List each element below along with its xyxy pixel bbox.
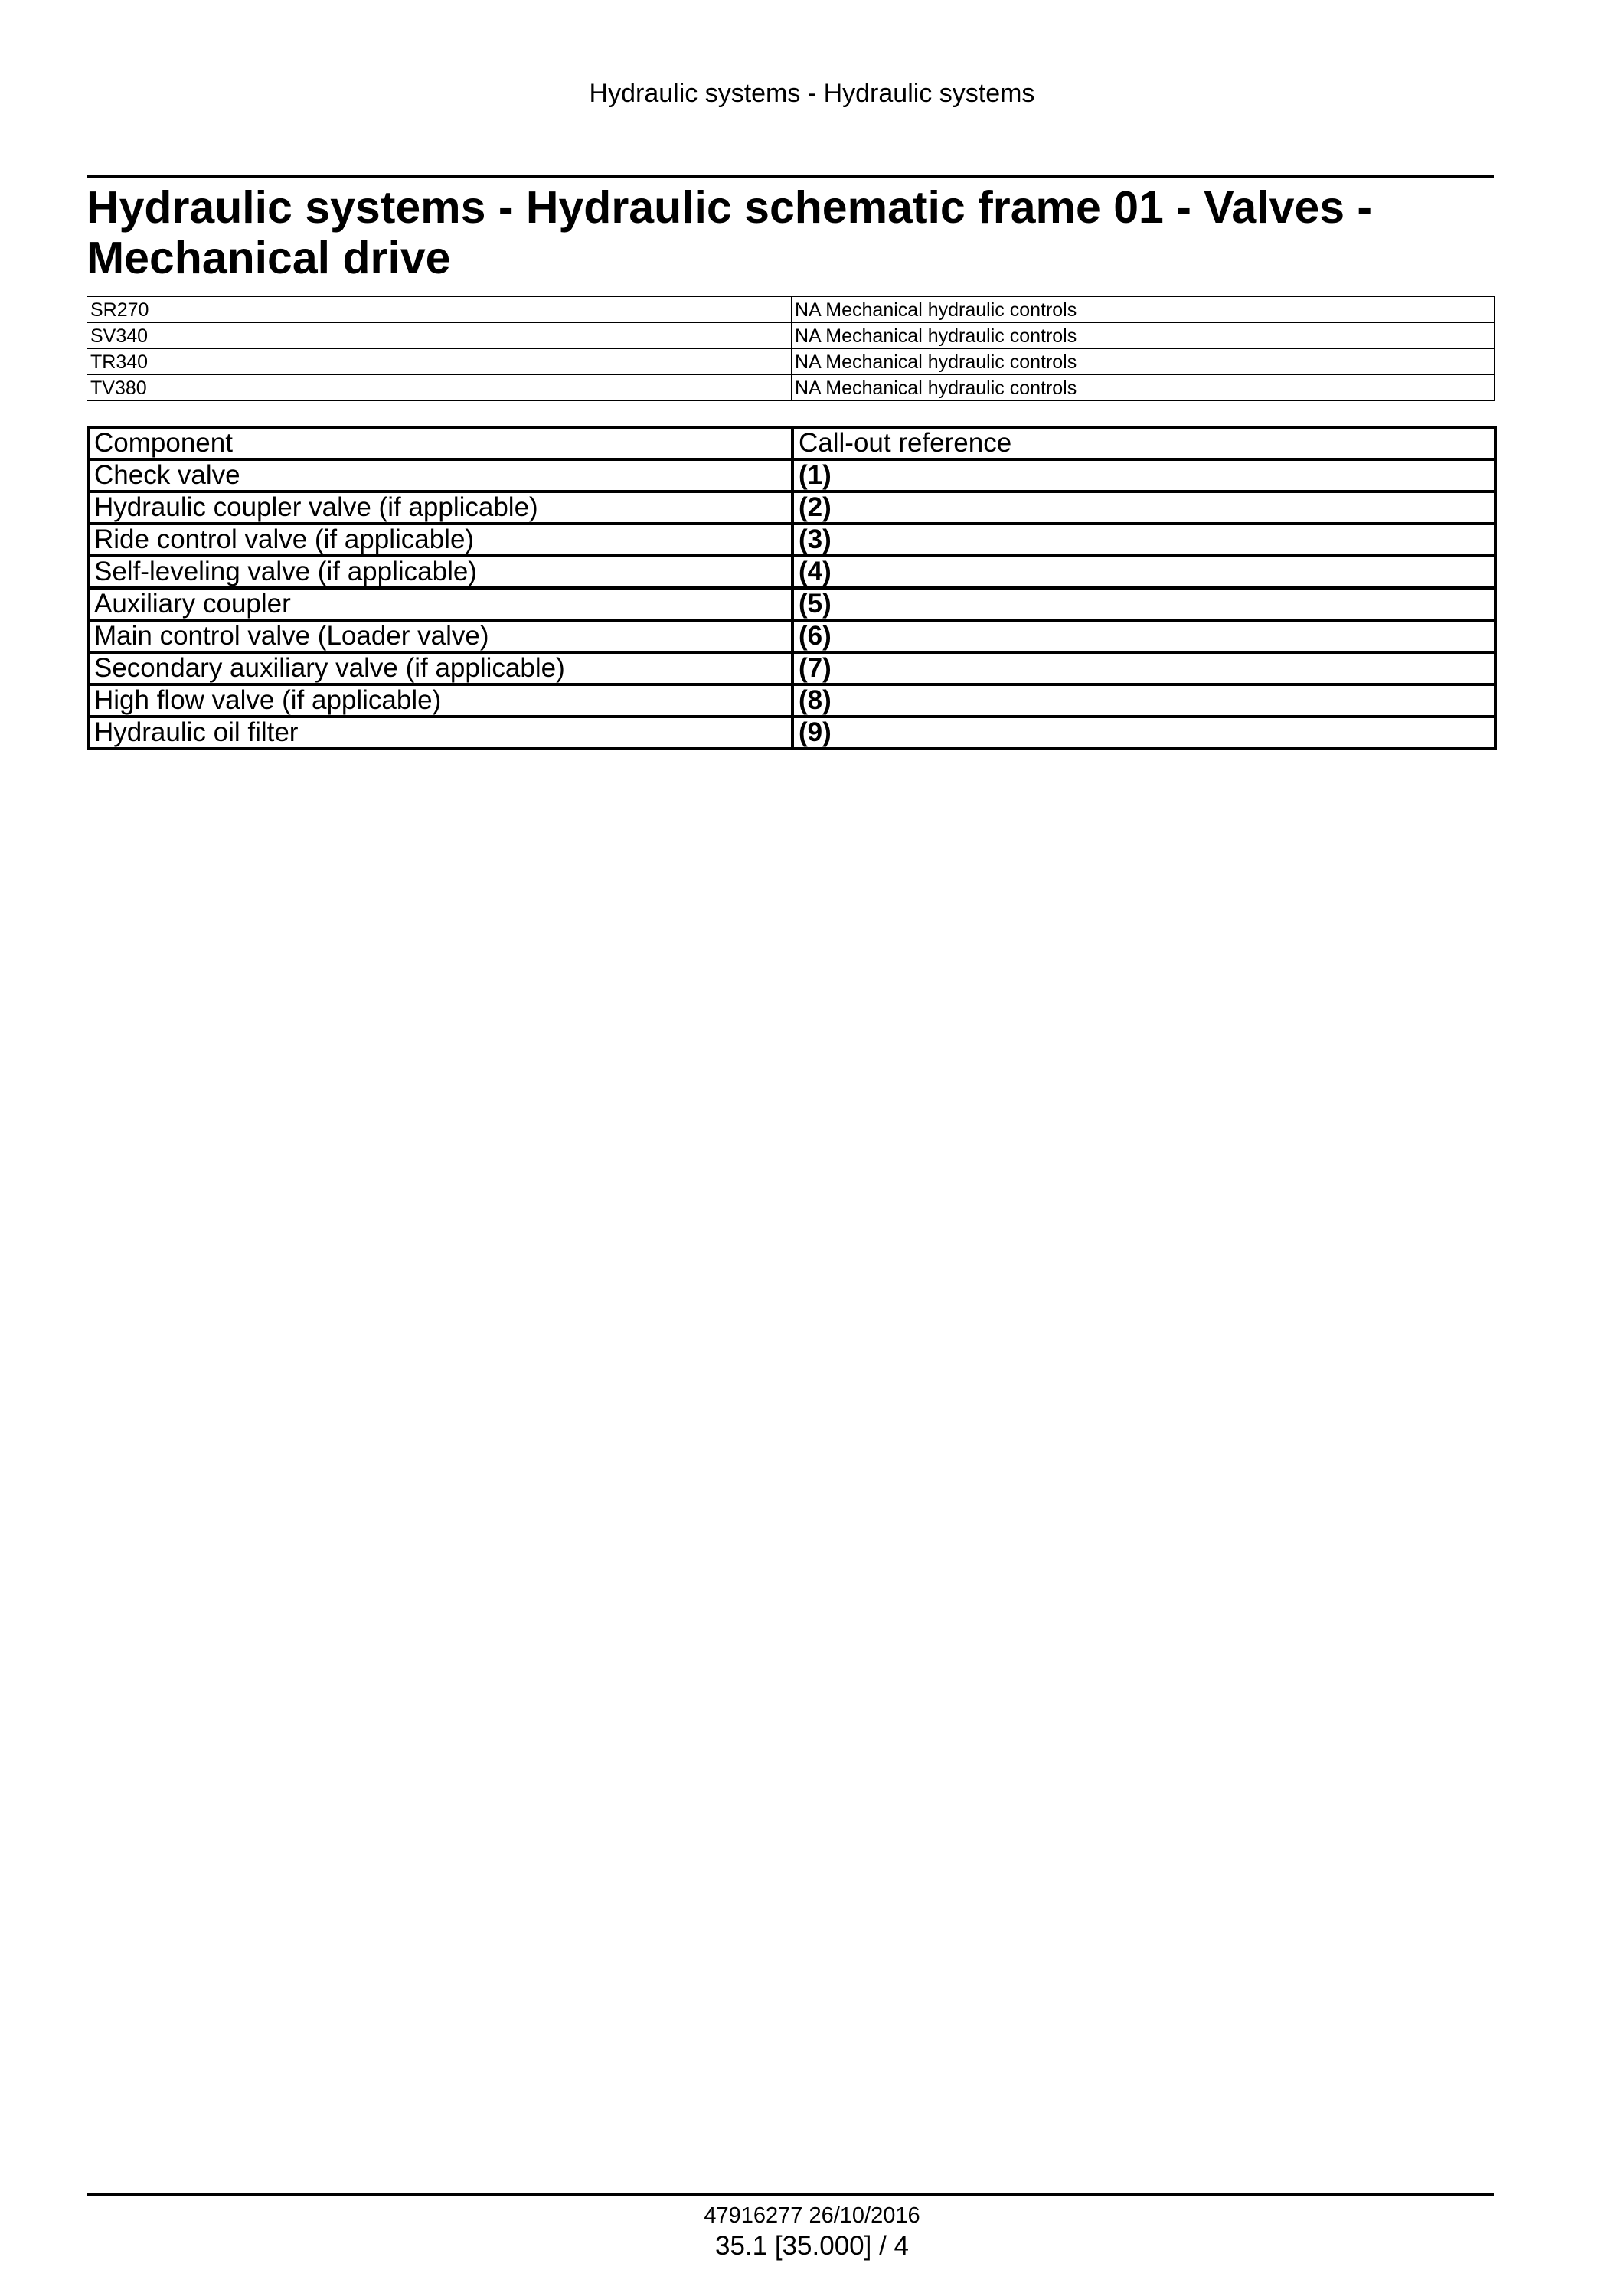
component-cell: High flow valve (if applicable)	[88, 684, 792, 717]
callout-cell: (6)	[792, 620, 1495, 652]
component-cell: Hydraulic coupler valve (if applicable)	[88, 492, 792, 524]
component-cell: Main control valve (Loader valve)	[88, 620, 792, 652]
table-row	[88, 492, 1495, 524]
callout-cell: (1)	[792, 459, 1495, 492]
callout-cell: (7)	[792, 652, 1495, 684]
document-code: 47916277 26/10/2016	[704, 2203, 920, 2228]
component-callout-table	[87, 426, 1497, 750]
callout-cell: (3)	[792, 524, 1495, 556]
table-row	[88, 459, 1495, 492]
config-cell: NA Mechanical hydraulic controls	[792, 349, 1495, 375]
page-reference: 35.1 [35.000] / 4	[715, 2231, 909, 2261]
column-header-component: Component	[88, 427, 792, 459]
callout-cell: (2)	[792, 492, 1495, 524]
table-row	[88, 556, 1495, 588]
table-row	[87, 375, 1495, 401]
component-cell: Hydraulic oil filter	[88, 717, 792, 749]
table-header-row	[88, 427, 1495, 459]
table-row	[87, 349, 1495, 375]
component-cell: Auxiliary coupler	[88, 588, 792, 620]
footer-rule	[87, 2193, 1494, 2196]
table-row	[88, 717, 1495, 749]
model-cell: SV340	[87, 323, 792, 349]
callout-cell: (9)	[792, 717, 1495, 749]
table-row	[87, 323, 1495, 349]
callout-cell: (4)	[792, 556, 1495, 588]
running-header: Hydraulic systems - Hydraulic systems	[589, 79, 1035, 108]
column-header-callout: Call-out reference	[792, 427, 1495, 459]
component-cell: Ride control valve (if applicable)	[88, 524, 792, 556]
table-row	[88, 524, 1495, 556]
component-cell: Check valve	[88, 459, 792, 492]
config-cell: NA Mechanical hydraulic controls	[792, 297, 1495, 323]
model-cell: TV380	[87, 375, 792, 401]
model-cell: SR270	[87, 297, 792, 323]
config-cell: NA Mechanical hydraulic controls	[792, 323, 1495, 349]
table-row	[88, 684, 1495, 717]
page-title: Hydraulic systems - Hydraulic schematic frame 01 - Valves - Mechanical drive	[87, 182, 1373, 283]
table-row	[88, 588, 1495, 620]
model-cell: TR340	[87, 349, 792, 375]
component-cell: Self-leveling valve (if applicable)	[88, 556, 792, 588]
table-row	[88, 620, 1495, 652]
component-cell: Secondary auxiliary valve (if applicable)	[88, 652, 792, 684]
model-applicability-table	[87, 296, 1495, 401]
callout-cell: (5)	[792, 588, 1495, 620]
table-row	[87, 297, 1495, 323]
table-row	[88, 652, 1495, 684]
callout-cell: (8)	[792, 684, 1495, 717]
config-cell: NA Mechanical hydraulic controls	[792, 375, 1495, 401]
title-top-rule	[87, 175, 1494, 178]
